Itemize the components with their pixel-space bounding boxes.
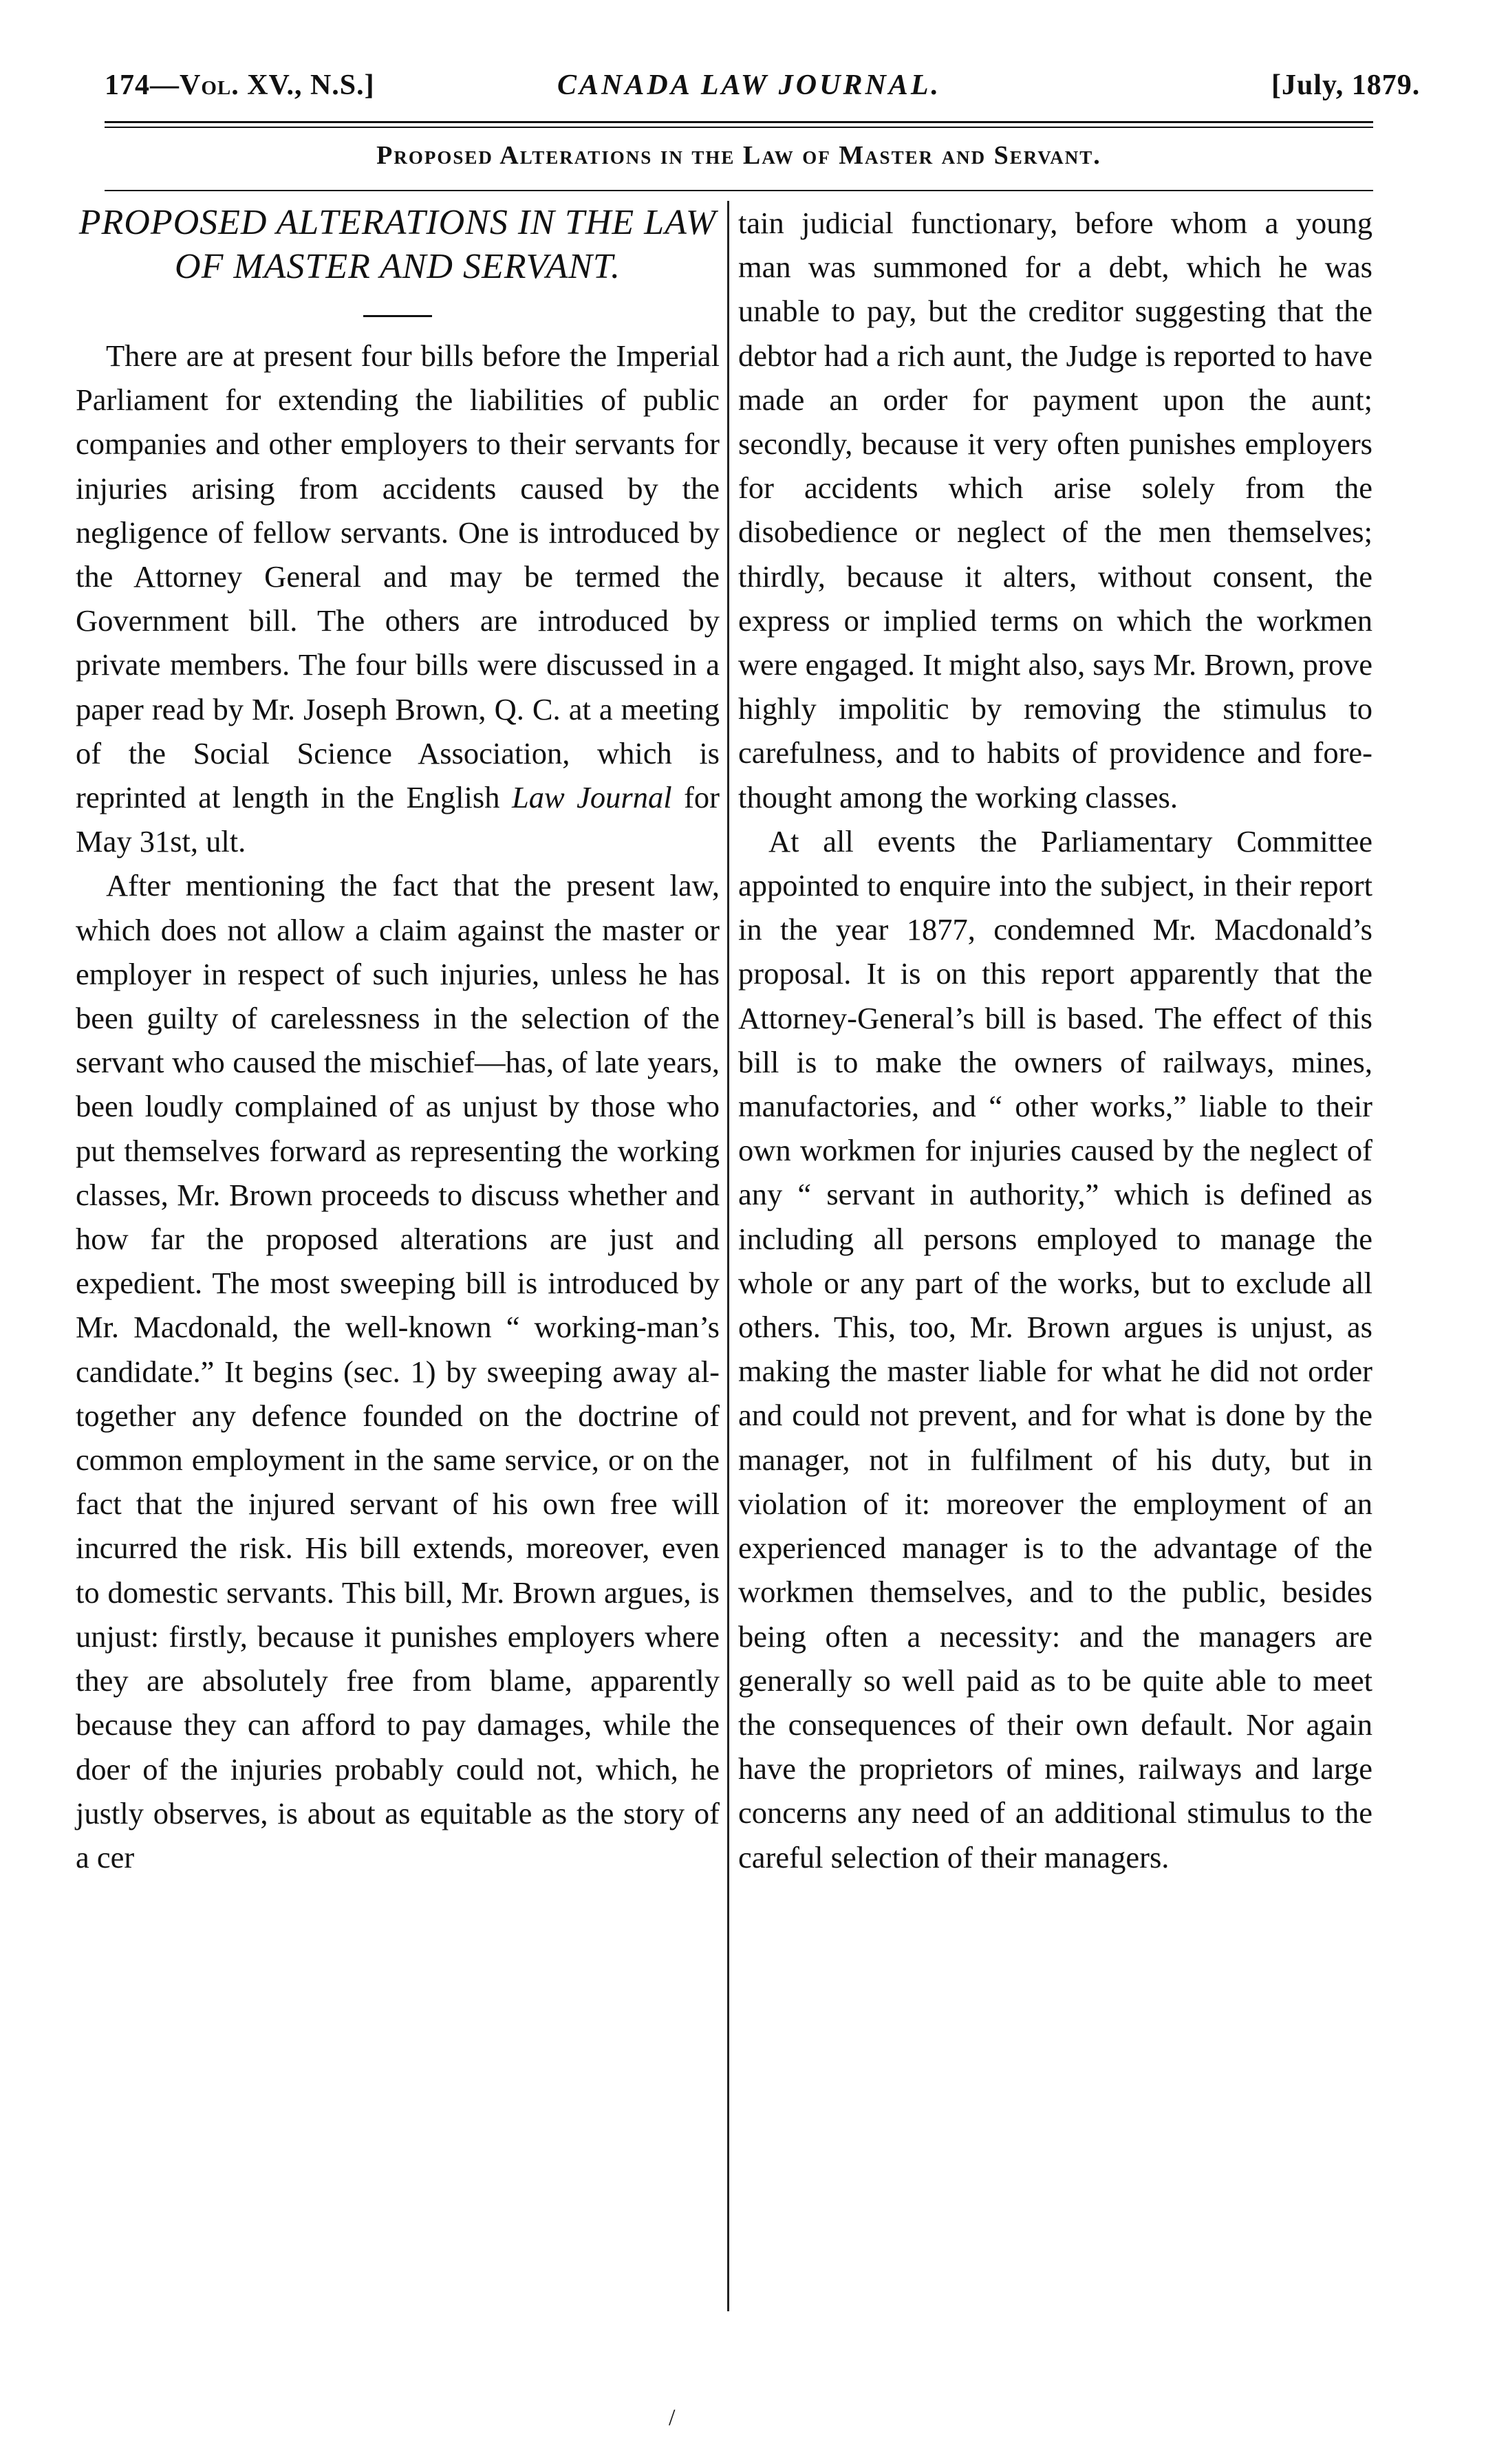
paragraph-committee-report: At all events the Parliamentary Committee appointed to enquire into the subject, in their report in the year 1877, condemned Mr. Macdonald’s proposal. It is on this report apparently that the Attorney-General’s bill is based. The effect of this bill is to make the owners of railways, mines, manufactories, and “ other works,” liable to their own workmen for injuries caused by the neglect of any “ servant in authority,” which is defined as including all persons employed to manage the whole or any part of the works, but to exclude all others. This, too, Mr. Brown argues is unjust, as making the master liable for what he did not order and could not prevent, and for what is done by the manager, not in fulfilment of his duty, but in violation of it: moreover the employment of an experienced manager is to the advantage of the workmen themselves, and to the public, besides being often a necessity: and the managers are generally so well paid as to be quite able to meet the consequences of their own default. Nor again have the proprietors of mines, railways and large concerns any need of an additional stimulus to the careful selection of their managers. [738,823,1372,1874]
paragraph-macdonald-bill: After mentioning the fact that the present law, which does not allow a claim against the master or employer in respect of such injuries, unless he has been guilty of carelessness in the selection of the servant who caused the mischief—has, of late years, been loudly complained of as unjust by those who put themselves forward as representing the working classes, Mr. Brown proceeds to discuss whether and how far the proposed alterations are just and expedient. The most sweeping bill is introduced by Mr. Macdonald, the well-known “ working-man’s candidate.” It begins (sec. 1) by sweeping away altogether any defence founded on the doctrine of common employment in the same service, or on the fact that the injured servant of his own free will incurred the risk. His bill extends, moreover, even to domestic servants. This bill, Mr. Brown argues, is unjust: firstly, because it punishes employers where they are absolutely free from blame, apparently because they can afford to pay damages, while the doer of the injuries probably could not, which, he justly observes, is about as equitable as the story of a cer [76,868,720,1874]
paragraph-intro-end: for May 31st, ult. [76,780,720,859]
paragraph-intro-text: There are at present four bills before the Imperial Parliament for extending the liabilities of public companies and other employers to their servants for injuries arising from accidents caused by the negligence of fellow servants. One is introduced by the Attorney General and may be termed the Government bill. The others are introduced by private members. The four bills were discussed in a paper read by Mr. Joseph Brown, Q. C. at a meeting of the Social Science Association, which is reprinted at length in the English [76,338,720,815]
footer-mark: / [669,2405,676,2430]
running-subheader: Proposed Alterations in the Law of Master and Servant. [376,141,1101,170]
subheader-rule [105,190,1373,191]
right-column [738,201,1372,1879]
issue-date: [July, 1879. [1271,69,1421,101]
header-rule-bottom [105,127,1373,128]
page-number-volume: 174—Vol. XV., N.S.] [105,69,375,101]
paragraph-intro [76,334,720,863]
left-column [76,201,720,1879]
paragraph-continuation: tain judicial functionary, before whom a young man was summoned for a debt, which he was unable to pay, but the creditor suggesting that the debtor had a rich aunt, the Judge is reported to have made an order for payment upon the aunt; secondly, because it very often punishes employers for accidents which arise solely from the disobedience or neglect of the men themselves; thirdly, because it alters, without consent, the express or implied terms on which the workmen were engaged. It might also, says Mr. Brown, prove highly impolitic by removing the stimulus to carefulness, and to habits of providence and forethought among the working classes. [738,206,1372,814]
article-title: PROPOSED ALTERATIONS IN THE LAW OF MASTER AND SERVANT. [78,203,717,286]
column-divider [727,201,729,2311]
header-rule-top [105,121,1373,123]
law-journal-reference: Law Journal [511,780,672,815]
title-rule [363,315,432,317]
journal-title: CANADA LAW JOURNAL. [557,69,941,101]
